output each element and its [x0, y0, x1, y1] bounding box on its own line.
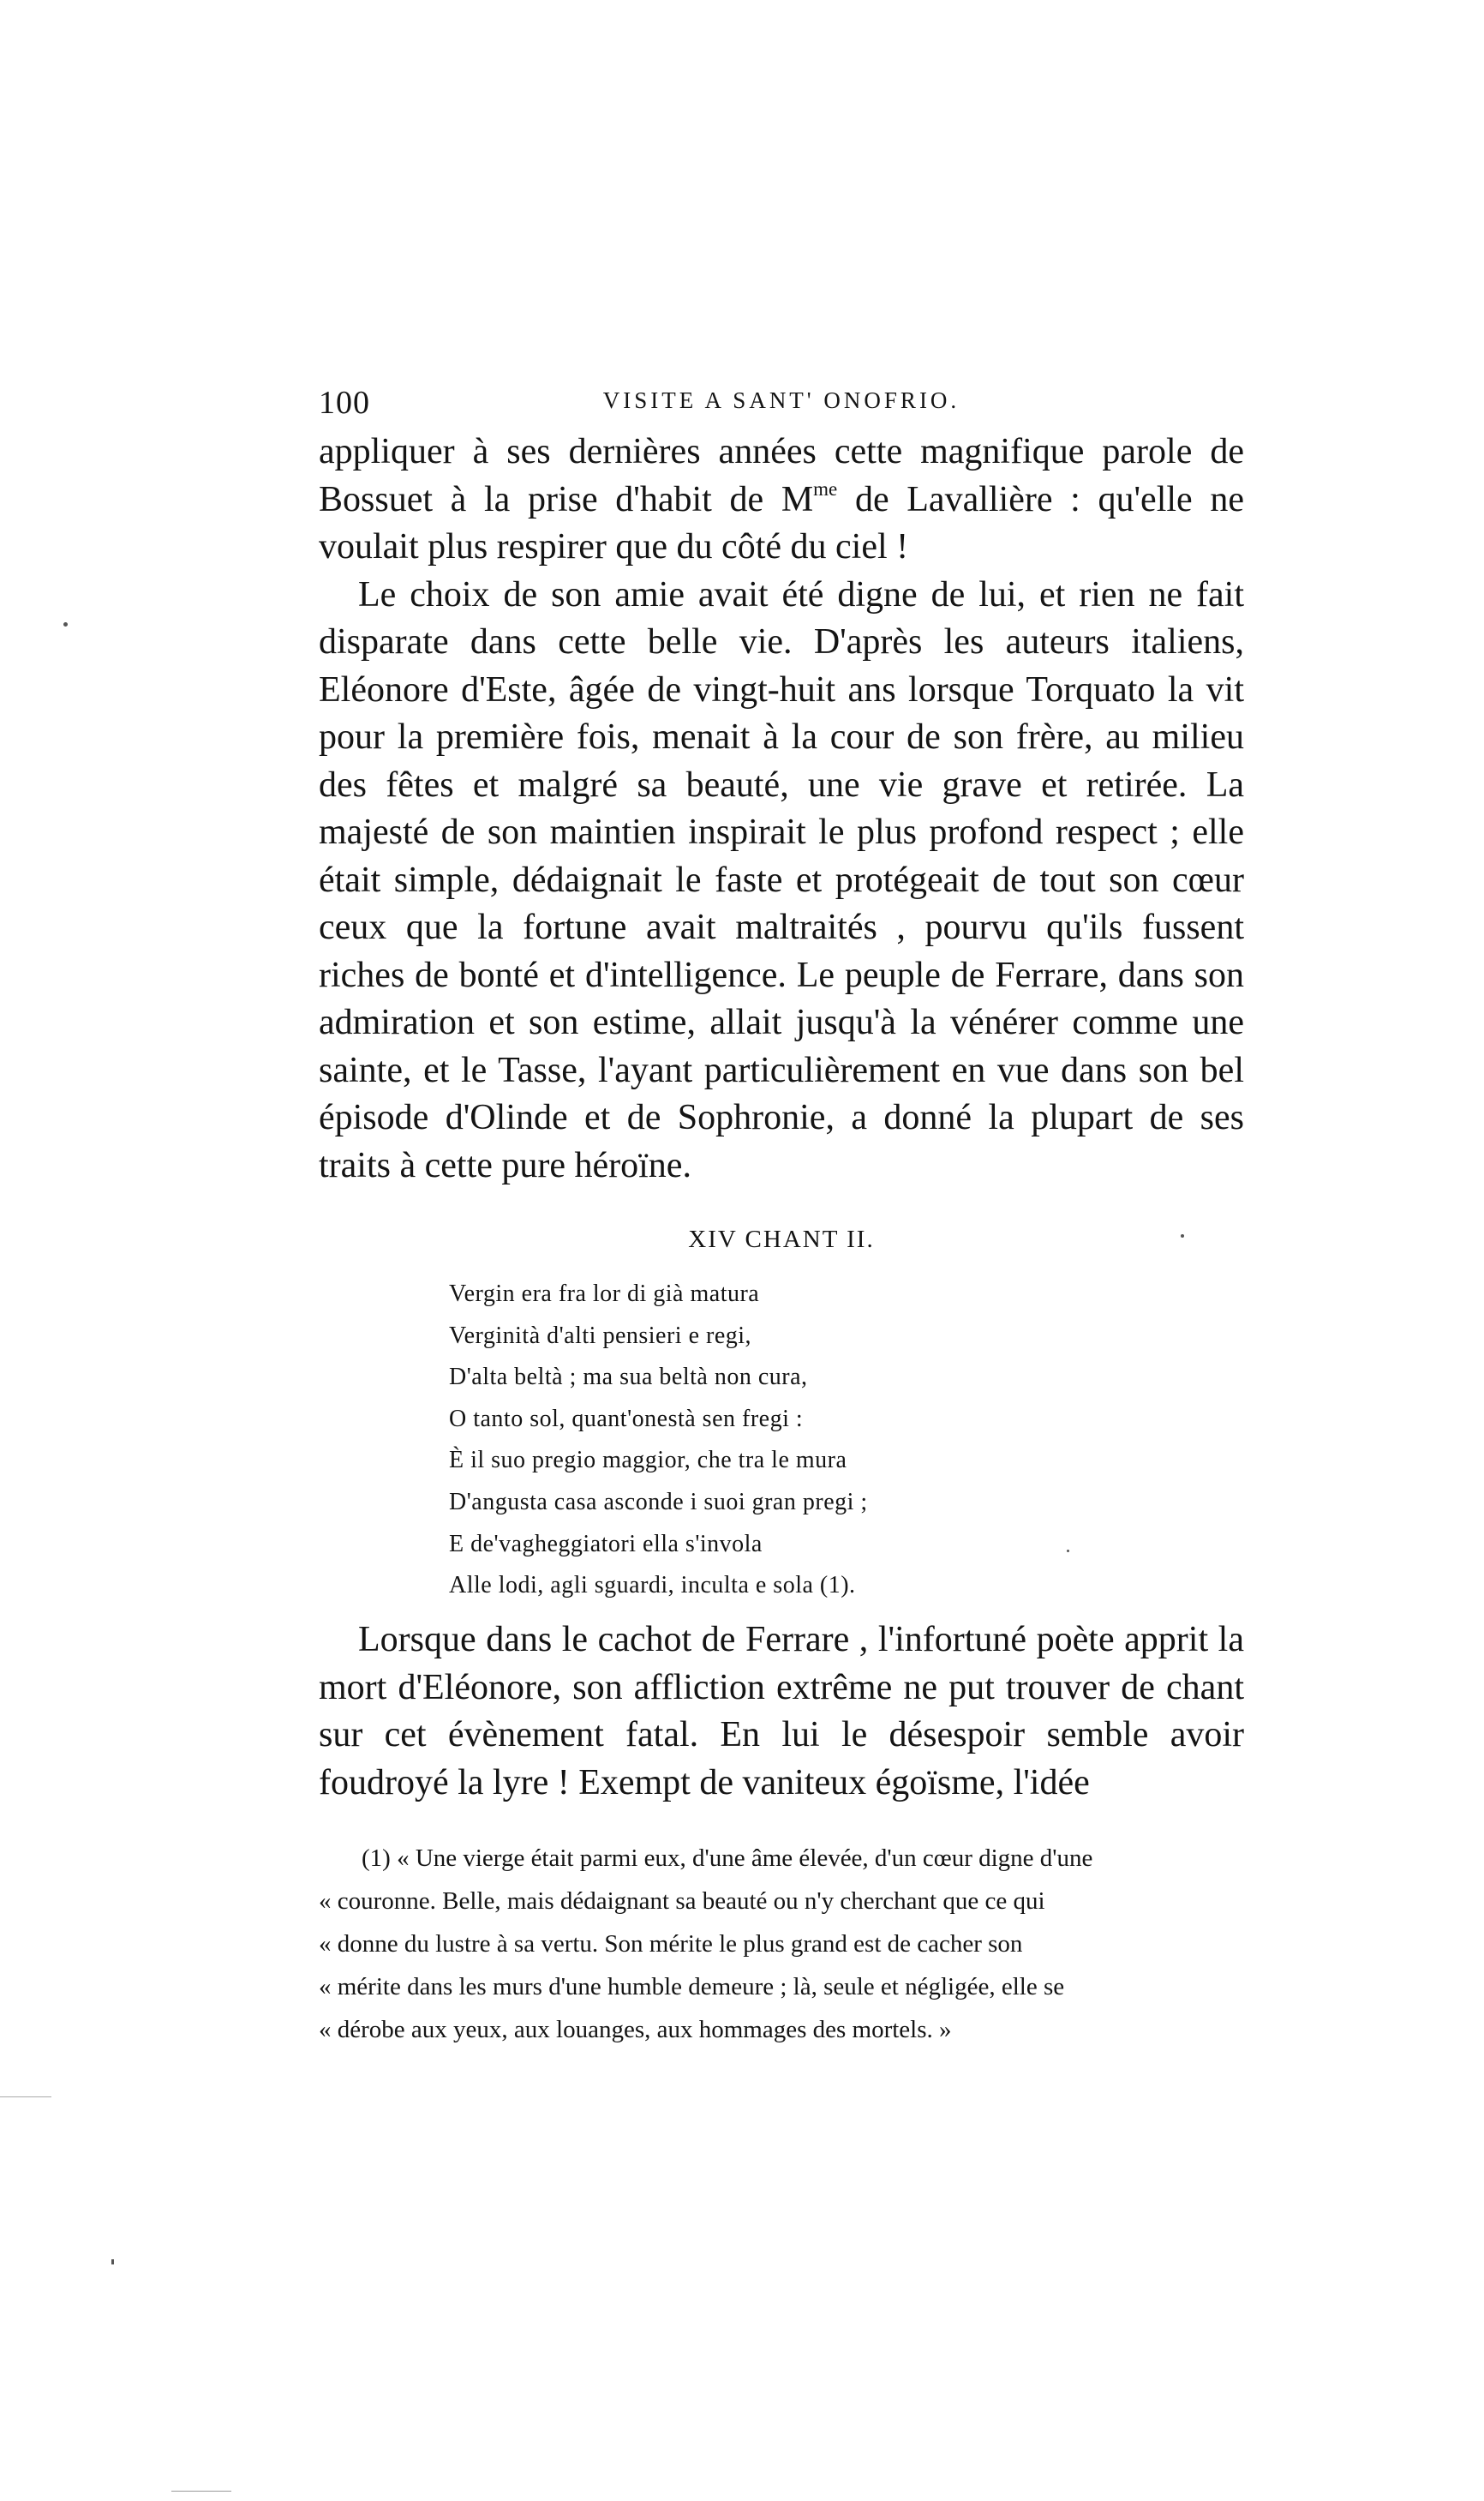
paragraph-2: Le choix de son amie avait été digne de lui, et rien ne fait disparate dans cette belle vie. D'après les auteurs italiens, Eléonore d'Este, âgée de vingt-huit ans lorsque Torquato la vit pour la première fois, menait à la cour de son frère, au milieu des fêtes et malgré sa beauté, une vie grave et retirée. La majesté de son maintien inspirait le plus profond respect ; elle était simple, dédaignait le faste et protégeait de tout son cœur ceux que la fortune avait maltraités , pourvu qu'ils fussent riches de bonté et d'intelligence. Le peuple de Ferrare, dans son admiration et son estime, allait jusqu'à la vénérer comme une sainte, et le Tasse, l'ayant particulièrement en vue dans son bel épisode d'Olinde et de Sophronie, a donné la plupart de ses traits à cette pure héroïne.: [319, 574, 1244, 1185]
verse-line: Verginità d'alti pensieri e regi,: [449, 1322, 752, 1349]
scan-speck: [1181, 1234, 1184, 1238]
scan-speck: [63, 622, 68, 627]
verse-line: E de'vagheggiatori ella s'invola: [449, 1530, 763, 1557]
running-title: VISITE A SANT' ONOFRIO.: [602, 387, 960, 413]
main-text-upper: [319, 429, 1244, 1190]
paragraph-1-text-a: appliquer à ses dernières années cette magnifique parole de Bossuet à la prise d'habit de M: [319, 432, 1244, 519]
scan-line: [171, 2491, 231, 2492]
verse-line: Alle lodi, agli sguardi, inculta e sola (1).: [449, 1572, 856, 1599]
main-text-lower: [319, 1616, 1244, 1807]
verse-line: D'angusta casa asconde i suoi gran pregi ;: [449, 1488, 868, 1515]
verse-block: [449, 1274, 1134, 1607]
scan-speck: [111, 2259, 114, 2264]
verse-line: O tanto sol, quant'onestà sen fregi :: [449, 1405, 804, 1432]
footnote-line: (1) « Une vierge était parmi eux, d'une âme élevée, d'un cœur digne d'une: [362, 1844, 1093, 1872]
page-header: [319, 384, 1244, 427]
superscript-me: me: [813, 477, 838, 500]
paragraph-3: Lorsque dans le cachot de Ferrare , l'infortuné poète apprit la mort d'Eléonore, son affliction extrême ne put trouver de chant sur cet évènement fatal. En lui le désespoir semble avoir foudroyé la lyre ! Exempt de vaniteux égoïsme, l'idée: [319, 1620, 1244, 1802]
scan-line: [0, 2096, 51, 2097]
verse-line: È il suo pregio maggior, che tra le mura: [449, 1447, 847, 1474]
footnote-line: « mérite dans les murs d'une humble demeure ; là, seule et négligée, elle se: [319, 1973, 1065, 2000]
verse-line: D'alta beltà ; ma sua beltà non cura,: [449, 1364, 808, 1391]
verse-line: Vergin era fra lor di già matura: [449, 1280, 760, 1307]
verse-heading: XIV CHANT II.: [688, 1226, 875, 1253]
paragraph-1: [319, 429, 1244, 572]
paragraph-1-text-b: de Lavallière : qu'elle ne voulait plus respirer que du côté du ciel !: [319, 479, 1244, 567]
footnote: [319, 1837, 1244, 2051]
page-number: 100: [319, 385, 370, 421]
footnote-line: « donne du lustre à sa vertu. Son mérite le plus grand est de cacher son: [319, 1930, 1023, 1958]
scan-speck: [1067, 1550, 1069, 1552]
footnote-line: « dérobe aux yeux, aux louanges, aux hommages des mortels. »: [319, 2016, 952, 2043]
footnote-line: « couronne. Belle, mais dédaignant sa beauté ou n'y cherchant que ce qui: [319, 1887, 1045, 1915]
